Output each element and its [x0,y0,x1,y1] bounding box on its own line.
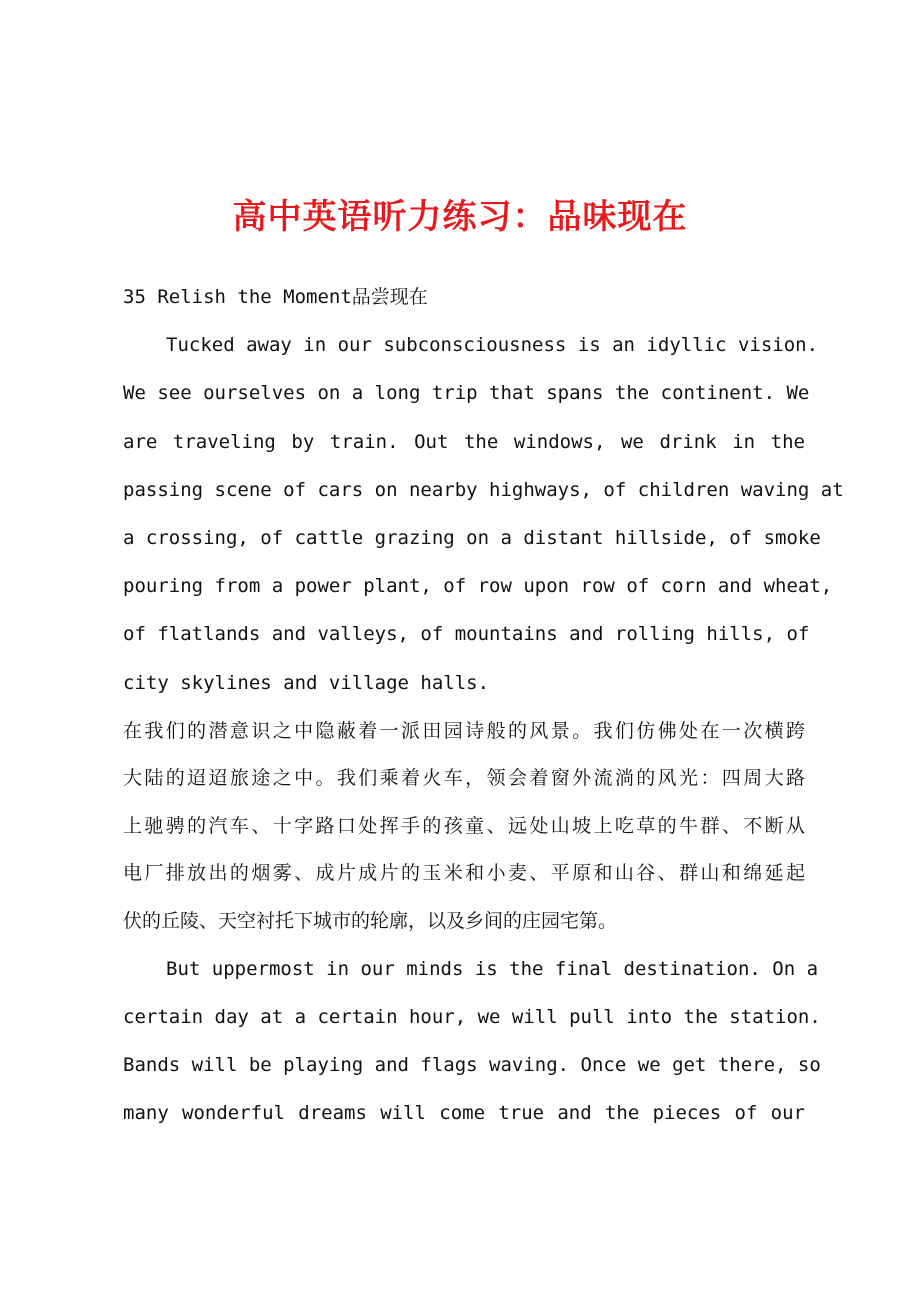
paragraph-line: Bands will be playing and flags waving. Once we get there, so [123,1054,821,1077]
paragraph-line: pouring from a power plant, of row upon row of corn and wheat, [123,575,833,598]
section-heading: 35 Relish the Moment品尝现在 [123,286,428,308]
paragraph-line: are traveling by train. Out the windows, we drink in the [123,430,805,453]
paragraph-line: city skylines and village halls. [123,671,490,694]
paragraph-line: We see ourselves on a long trip that spans the continent. We [123,382,810,405]
paragraph-line: certain day at a certain hour, we will pull into the station. [123,1005,821,1028]
translation-line: 伏的丘陵、天空衬托下城市的轮廓，以及乡间的庄园宅第。 [123,910,618,933]
document-title: 高中英语听力练习：品味现在 [232,197,688,237]
document-body [123,280,844,1144]
chinese-translation [123,714,805,952]
paragraph-line: But uppermost in our minds is the final destination. On a [166,957,819,980]
paragraph-line: passing scene of cars on nearby highways, of children waving at [123,478,844,501]
translation-line: 电厂排放出的烟雾、成片成片的玉米和小麦、平原和山谷、群山和绵延起 [123,862,805,885]
paragraph-line: Tucked away in our subconsciousness is an idyllic vision. [166,334,819,357]
translation-line: 大陆的迢迢旅途之中。我们乘着火车，领会着窗外流淌的风光：四周大路 [123,767,805,790]
paragraph-line: of flatlands and valleys, of mountains and rolling hills, of [123,623,810,646]
translation-line: 上驰骋的汽车、十字路口处挥手的孩童、远处山坡上吃草的牛群、不断从 [123,814,805,837]
paragraph-line: a crossing, of cattle grazing on a distant hillside, of smoke [123,526,821,549]
paragraph-line: many wonderful dreams will come true and the pieces of our [123,1102,805,1125]
translation-line: 在我们的潜意识之中隐蔽着一派田园诗般的风景。我们仿佛处在一次横跨 [123,719,805,742]
